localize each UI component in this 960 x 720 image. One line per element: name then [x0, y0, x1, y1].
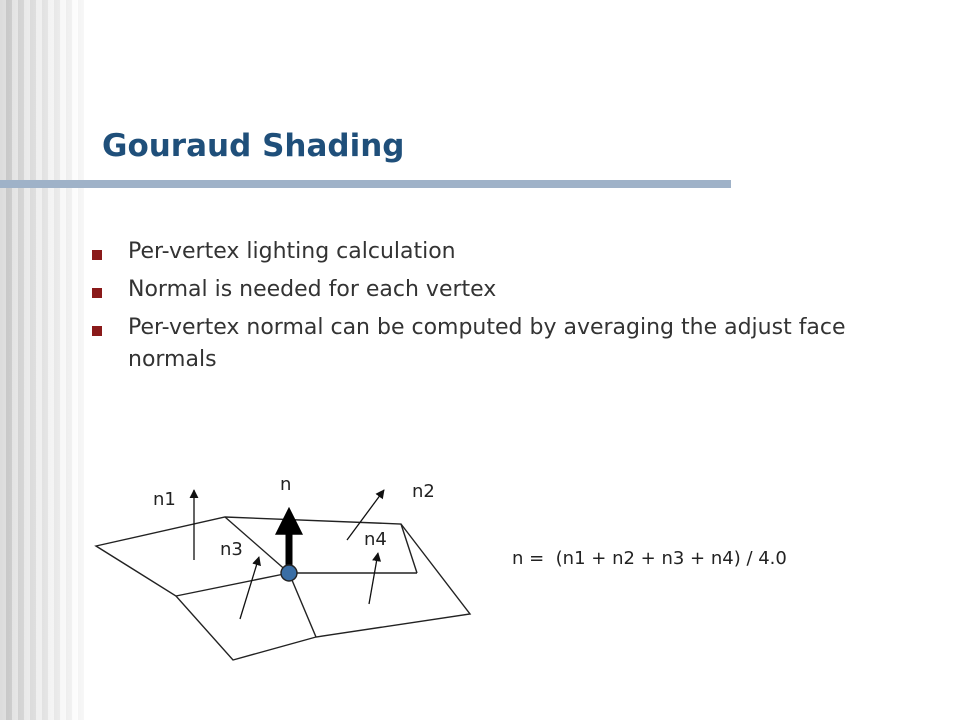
mesh-edge-right	[401, 524, 417, 573]
bullet-text: Normal is needed for each vertex	[128, 277, 497, 302]
label-n4: n4	[364, 529, 387, 550]
vertex-point	[281, 565, 297, 581]
mesh-outline	[96, 517, 470, 660]
bullet-text: Per-vertex lighting calculation	[128, 239, 456, 264]
normal-n4-arrow	[369, 553, 378, 604]
normal-n3-arrow	[240, 557, 259, 619]
label-n3: n3	[220, 539, 243, 560]
label-n1: n1	[153, 489, 176, 510]
average-formula: n = (n1 + n2 + n3 + n4) / 4.0	[512, 548, 787, 569]
bullet-text: Per-vertex normal can be computed by averaging the adjust face normals	[128, 315, 846, 372]
label-n2: n2	[412, 481, 435, 502]
mesh-edges	[96, 517, 470, 660]
mesh-edge-down	[289, 573, 316, 637]
mesh-edge-horizontal	[176, 573, 289, 596]
label-n: n	[280, 474, 292, 495]
slide-title: Gouraud Shading	[102, 128, 405, 164]
